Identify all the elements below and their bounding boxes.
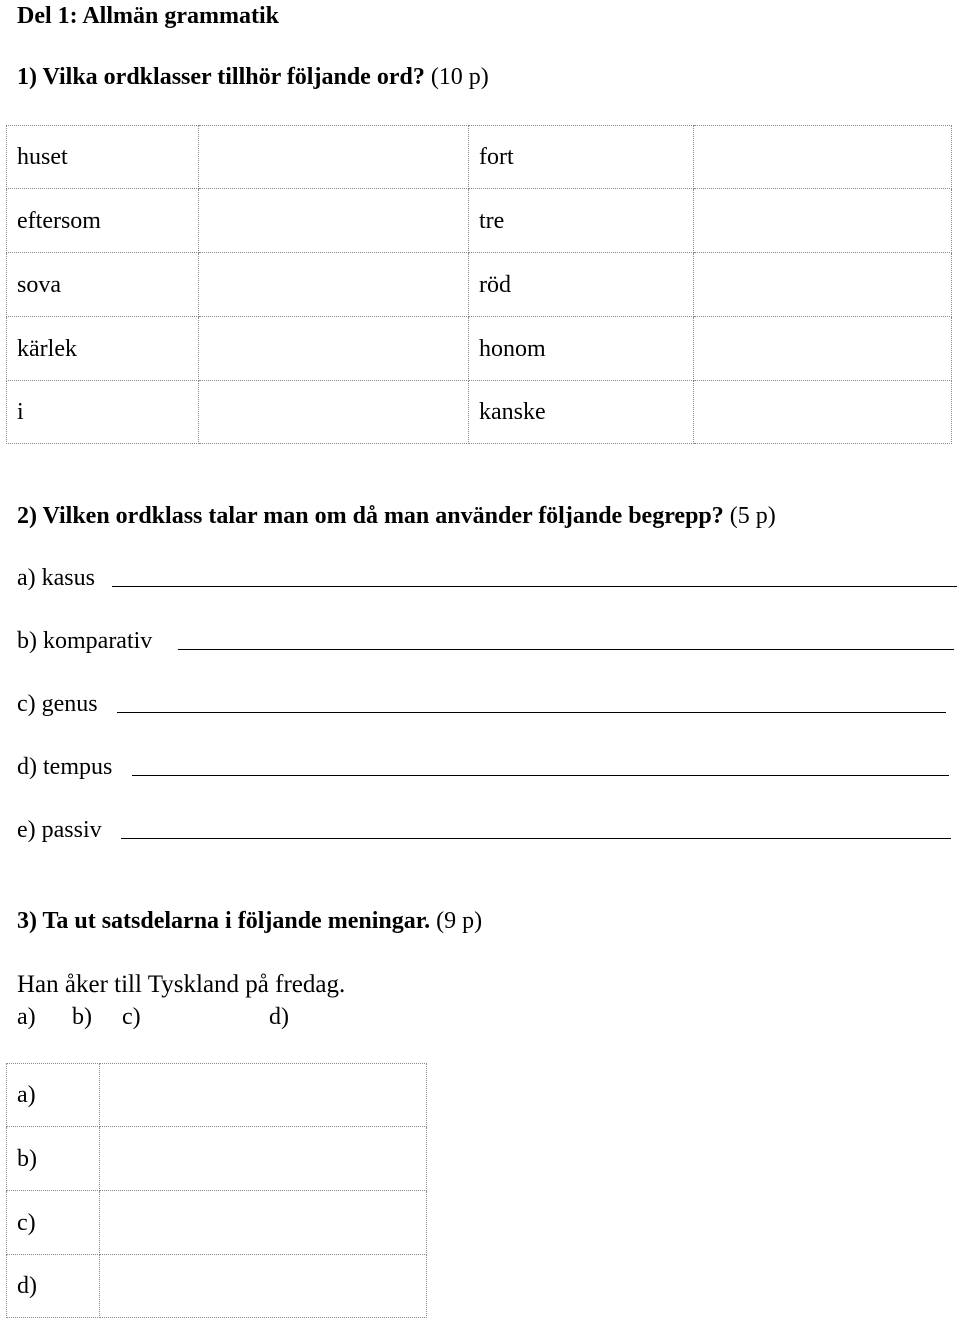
- q3-question: 3) Ta ut satsdelarna i följande meningar.: [17, 908, 431, 934]
- q3-sentence: Han åker till Tyskland på fredag.: [17, 971, 346, 998]
- row-label: c): [7, 1191, 100, 1255]
- answer-cell[interactable]: [100, 1255, 427, 1318]
- row-label: d): [7, 1255, 100, 1318]
- table-row: [7, 1191, 427, 1255]
- answer-cell[interactable]: [100, 1064, 427, 1127]
- q2-item-d-label: d) tempus: [17, 754, 113, 780]
- table-row: [7, 1064, 427, 1127]
- word-cell: sova: [7, 253, 199, 317]
- q2-heading: [17, 502, 776, 530]
- q3-heading: [17, 907, 482, 935]
- word-cell: tre: [469, 189, 694, 253]
- word-cell: honom: [469, 317, 694, 381]
- q2-item-b-label: b) komparativ: [17, 628, 153, 654]
- table-row: [7, 126, 952, 189]
- answer-cell[interactable]: [199, 126, 469, 189]
- word-cell: kanske: [469, 381, 694, 444]
- word-cell: i: [7, 381, 199, 444]
- table-row: [7, 253, 952, 317]
- answer-cell[interactable]: [694, 381, 952, 444]
- answer-cell[interactable]: [199, 253, 469, 317]
- answer-cell[interactable]: [100, 1191, 427, 1255]
- section-title: Del 1: Allmän grammatik: [17, 3, 279, 29]
- word-cell: kärlek: [7, 317, 199, 381]
- table-row: [7, 317, 952, 381]
- q2-item-c-answer-line[interactable]: [117, 712, 946, 713]
- word-cell: fort: [469, 126, 694, 189]
- q1-heading: [17, 63, 489, 91]
- q3-marker-c: c): [122, 1004, 141, 1030]
- q2-points: (5 p): [729, 503, 776, 529]
- row-label: a): [7, 1064, 100, 1127]
- answer-cell[interactable]: [694, 189, 952, 253]
- answer-cell[interactable]: [100, 1127, 427, 1191]
- table-row: [7, 1127, 427, 1191]
- q1-question: 1) Vilka ordklasser tillhör följande ord?: [17, 64, 425, 90]
- word-cell: eftersom: [7, 189, 199, 253]
- q3-answer-table: [6, 1063, 427, 1318]
- q2-item-a-label: a) kasus: [17, 565, 95, 591]
- q2-item-e-label: e) passiv: [17, 817, 102, 843]
- answer-cell[interactable]: [694, 253, 952, 317]
- word-cell: röd: [469, 253, 694, 317]
- q1-word-table: [6, 125, 952, 444]
- table-row: [7, 381, 952, 444]
- answer-cell[interactable]: [694, 317, 952, 381]
- word-cell: huset: [7, 126, 199, 189]
- answer-cell[interactable]: [199, 381, 469, 444]
- q2-item-c-label: c) genus: [17, 691, 98, 717]
- row-label: b): [7, 1127, 100, 1191]
- q2-item-d-answer-line[interactable]: [132, 775, 949, 776]
- q2-item-e-answer-line[interactable]: [121, 838, 951, 839]
- table-row: [7, 189, 952, 253]
- q3-marker-b: b): [72, 1004, 92, 1030]
- q1-points: (10 p): [430, 64, 489, 90]
- answer-cell[interactable]: [199, 317, 469, 381]
- q2-question: 2) Vilken ordklass talar man om då man använder följande begrepp?: [17, 503, 724, 529]
- q2-item-b-answer-line[interactable]: [178, 649, 954, 650]
- q3-points: (9 p): [436, 908, 483, 934]
- q2-item-a-answer-line[interactable]: [112, 586, 957, 587]
- q3-marker-a: a): [17, 1004, 36, 1030]
- q3-marker-d: d): [269, 1004, 289, 1030]
- table-row: [7, 1255, 427, 1318]
- answer-cell[interactable]: [694, 126, 952, 189]
- answer-cell[interactable]: [199, 189, 469, 253]
